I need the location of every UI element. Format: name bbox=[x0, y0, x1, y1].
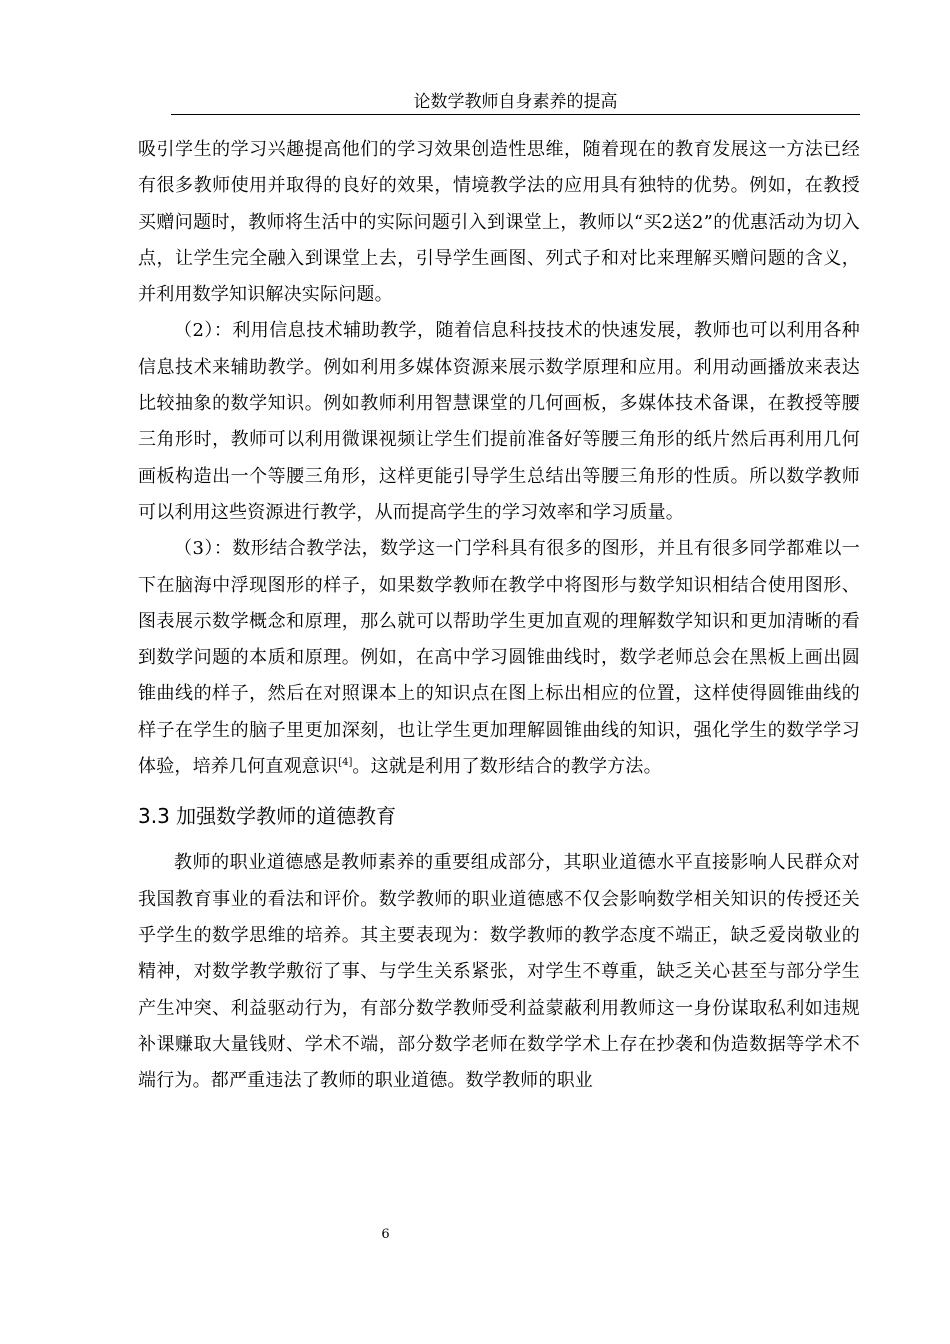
paragraph-number-shape bbox=[138, 531, 860, 785]
paragraph-continuation: 吸引学生的学习兴趣提高他们的学习效果创造性思维，随着现在的教育发展这一方法已经有很多教师使用并取得的良好的效果，情境教学法的应用具有独特的优势。例如，在教授买赠问题时，教师将生活中的实际问题引入到课堂上，教师以“买2送2”的优惠活动为切入点，让学生完全融入到课堂上去，引导学生画图、列式子和对比来理解买赠问题的含义，并利用数学知识解决实际问题。 bbox=[138, 139, 860, 306]
section-heading: 3.3 加强数学教师的道德教育 bbox=[138, 804, 397, 829]
paragraph-number-shape-text: （3）：数形结合教学法，数学这一门学科具有很多的图形，并且有很多同学都难以一下在脑海中浮现图形的样子，如果数学教师在教学中将图形与数学知识相结合使用图形、图表展示数学概念和原理，那么就可以帮助学生更加直观的理解数学知识和更加清晰的看到数学问题的本质和原理。例如，在高中学习圆锥曲线时，数学老师总会在黑板上画出圆锥曲线的样子，然后在对照课本上的知识点在图上标出相应的位置，这样使得圆锥曲线的样子在学生的脑子里更加深刻，也让学生更加理解圆锥曲线的知识，强化学生的数学学习体验，培养几何直观意识 bbox=[138, 538, 860, 778]
running-header-title: 论数学教师自身素养的提高 bbox=[413, 92, 618, 112]
citation-reference[interactable]: [4] bbox=[338, 757, 353, 769]
page-number: 6 bbox=[381, 1227, 390, 1242]
paragraph-number-shape-ending: 。这就是利用了数形结合的教学方法。 bbox=[352, 756, 662, 778]
paragraph-information-technology: （2）：利用信息技术辅助教学，随着信息科技技术的快速发展，教师也可以利用各种信息技术来辅助教学。例如利用多媒体资源来展示数学原理和应用。利用动画播放来表达比较抽象的数学知识。例如教师利用智慧课堂的几何画板，多媒体技术备课，在教授等腰三角形时，教师可以利用微课视频让学生们提前准备好等腰三角形的纸片然后再利用几何画板构造出一个等腰三角形，这样更能引导学生总结出等腰三角形的性质。所以数学教师可以利用这些资源进行教学，从而提高学生的学习效率和学习质量。 bbox=[138, 320, 860, 523]
header-rule bbox=[171, 114, 860, 115]
page-body bbox=[138, 132, 860, 1099]
paragraph-moral-education: 教师的职业道德感是教师素养的重要组成部分，其职业道德水平直接影响人民群众对我国教育事业的看法和评价。数学教师的职业道德感不仅会影响数学相关知识的传授还关乎学生的数学思维的培养。其主要表现为：数学教师的教学态度不端正，缺乏爱岗敬业的精神，对数学教学敷衍了事、与学生关系紧张，对学生不尊重，缺乏关心甚至与部分学生产生冲突、利益驱动行为，有部分数学教师受利益蒙蔽利用教师这一身份谋取私利如违规补课赚取大量钱财、学术不端，部分数学老师在数学学术上存在抄袭和伪造数据等学术不端行为。都严重违法了教师的职业道德。数学教师的职业 bbox=[138, 852, 860, 1092]
